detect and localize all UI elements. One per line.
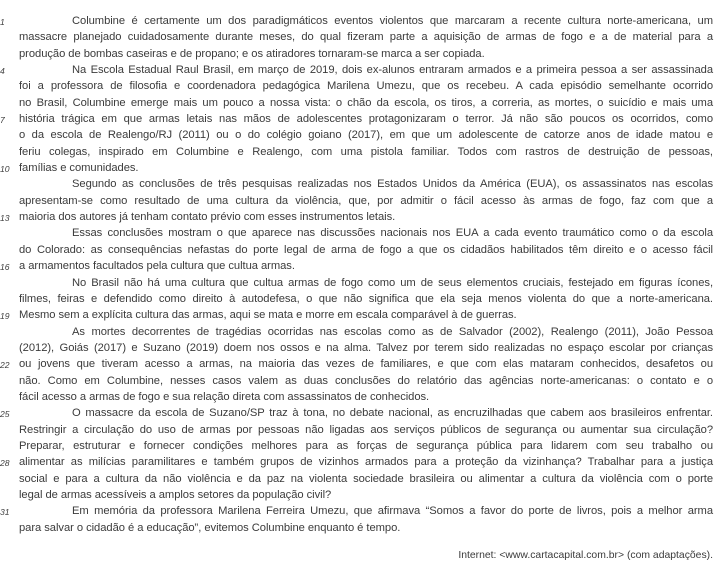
line-text: (2012), Goiás (2017) e Suzano (2019) doem nos ossos e na alma. Talvez por terem sido realizadas no espaço escolar por crianças: [19, 341, 713, 354]
line-number: 16: [0, 262, 10, 273]
line-number: 7: [0, 115, 5, 126]
text-line: [0, 307, 713, 323]
text-line: [19, 438, 713, 454]
text-line: [19, 340, 713, 356]
line-number: 31: [0, 507, 10, 518]
text-line: [19, 127, 713, 143]
text-line: [19, 242, 713, 258]
text-line: [19, 176, 713, 192]
line-text: O massacre da escola de Suzano/SP traz à tona, no debate nacional, as encruzilhadas que cabem aos brasileiros enfrentar.: [72, 407, 713, 420]
text-line: [19, 389, 713, 405]
line-text: apresentam-se como resultado de uma cultura da violência, que, por admitir o fácil acesso às armas de fogo, faz com que a: [19, 194, 713, 207]
line-text: foi a professora de filosofia e coordenadora pedagógica Marilena Umezu, que os recebeu. A cada episódio semelhante ocorrido: [19, 80, 713, 93]
line-text: filmes, feiras e defendido como direito à autodefesa, o que não significa que ela seja menos violenta do que a norte-americana.: [19, 292, 713, 305]
line-number: 10: [0, 164, 10, 175]
line-text: alimentar as milícias paramilitares e também grupos de vizinhos armados para a proteção da vizinhança? Trabalhar para a justiça: [19, 456, 713, 469]
text-line: [0, 258, 713, 274]
line-text: Essas conclusões mostram o que aparece nas discussões nacionais nos EUA a cada evento traumático como o da escola: [72, 227, 713, 240]
text-block: [0, 13, 713, 536]
text-line: [19, 471, 713, 487]
text-line: [19, 144, 713, 160]
text-line: [0, 405, 713, 421]
line-text: Columbine é certamente um dos paradigmáticos eventos violentos que marcaram a recente cultura norte-americana, um: [72, 15, 713, 27]
text-line: [19, 324, 713, 340]
text-line: [0, 503, 713, 519]
line-number: 4: [0, 66, 5, 77]
line-number: 28: [0, 458, 10, 469]
text-line: [19, 275, 713, 291]
line-text: para salvar o cidadão é a educação”, evitemos Columbine enquanto é tempo.: [19, 521, 401, 534]
line-number: 13: [0, 213, 10, 224]
line-text: história trágica em que armas letais nas mãos de adolescentes protagonizaram o terror. Já não são poucos os ocorridos, como: [19, 113, 713, 126]
text-line: [0, 111, 713, 127]
line-text: Em memória da professora Marilena Ferreira Umezu, que afirmava “Somos a favor do porte de livros, pois a melhor arma: [72, 505, 713, 518]
line-text: massacre planejado cuidadosamente durante meses, do qual fizeram parte a aquisição de armas de fogo e a de material para a: [19, 31, 713, 44]
text-line: [0, 356, 713, 372]
text-line: [0, 62, 713, 78]
text-line: [0, 13, 713, 29]
text-line: [19, 193, 713, 209]
text-line: [19, 520, 713, 536]
line-text: o da escola de Realengo/RJ (2011) ou o do colégio goiano (2017), em que um adolescente de catorze anos de idade matou e: [19, 129, 713, 142]
line-text: fácil acesso a armas de fogo e sua relação direta com assassinatos de conhecidos.: [19, 390, 430, 403]
text-line: [19, 487, 713, 503]
line-text: feriu colegas, inspirado em Columbine e Realengo, com uma pistola familiar. Todos com rastros de destruição de pessoas,: [19, 145, 713, 158]
line-text: social e para a cultura da não violência e da paz na violenta sociedade brasileira ou alimentar a cultura da violência com o porte: [19, 472, 713, 485]
text-line: [0, 160, 713, 176]
text-line: [19, 95, 713, 111]
line-text: a armamentos facultados pela cultura que cultua armas.: [19, 260, 295, 273]
line-text: Restringir a circulação do uso de armas por pessoas não ligadas aos serviços públicos de segurança ou aumentar sua circulação?: [19, 423, 713, 436]
text-line: [0, 209, 713, 225]
line-text: ou jovens que tiveram acesso a armas, na maioria das vezes de familiares, e que com elas mataram conhecidos, desafetos ou: [19, 358, 713, 371]
line-text: produção de bombas caseiras e de propano; e os atiradores tornaram-se marca a ser copiada.: [19, 47, 485, 60]
line-text: famílias e comunidades.: [19, 162, 139, 175]
text-line: [19, 29, 713, 45]
line-text: Na Escola Estadual Raul Brasil, em março de 2019, dois ex-alunos entraram armados e a primeira pessoa a ser assassinada: [72, 64, 713, 77]
line-text: maioria dos autores já tenham contato prévio com esses instrumentos letais.: [19, 211, 396, 224]
text-line: [0, 454, 713, 470]
text-line: [19, 46, 713, 62]
line-text: No Brasil não há uma cultura que cultua armas de fogo como um de seus elementos cruciais, festejado em figuras ícones,: [72, 276, 713, 289]
line-number: 22: [0, 360, 10, 371]
line-number: 19: [0, 311, 10, 322]
line-text: não. Como em Columbine, nesses casos valem as duas conclusões do relatório das agências norte-americanas: o contato e o: [19, 374, 713, 387]
line-text: legal de armas acessíveis a amplos setores da população civil?: [19, 488, 332, 501]
line-number: 1: [0, 17, 5, 27]
line-text: Segundo as conclusões de três pesquisas realizadas nos Estados Unidos da América (EUA), os assassinatos nas escolas: [72, 178, 713, 191]
text-line: [19, 373, 713, 389]
text-line: [19, 225, 713, 241]
line-text: As mortes decorrentes de tragédias ocorridas nas escolas como as de Salvador (2002), Realengo (2011), João Pessoa: [72, 325, 713, 338]
text-line: [19, 78, 713, 94]
line-number: 25: [0, 409, 10, 420]
text-line: [19, 422, 713, 438]
line-text: Preparar, estruturar e fornecer condições melhores para as forças de segurança pública para lidarem com seu trabalho ou: [19, 439, 713, 452]
line-text: Mesmo sem a explícita cultura das armas, aqui se mata e morre em escala comparável à de guerras.: [19, 309, 517, 322]
line-text: do Colorado: as consequências nefastas do porte legal de arma de fogo a que os cidadãos habilitados têm direito e o acesso fácil: [19, 243, 713, 256]
source-citation: Internet: <www.cartacapital.com.br> (com adaptações).: [458, 550, 713, 561]
text-line: [19, 291, 713, 307]
line-text: no Brasil, Columbine emerge mais um pouco a nossa vista: o chão da escola, os tiros, a correria, as mortes, o suicídio e mais uma: [19, 96, 713, 109]
